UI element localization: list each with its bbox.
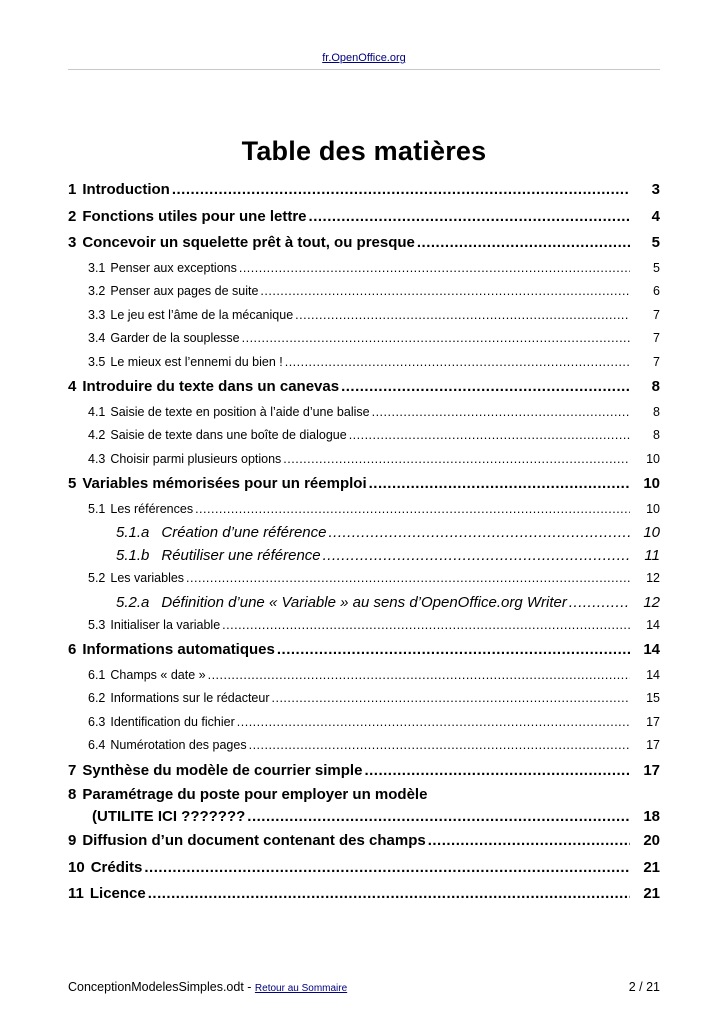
toc-entry-text: Variables mémorisées pour un réemploi [82, 475, 367, 492]
toc-entry-page: 7 [653, 354, 660, 369]
toc-entry[interactable] [68, 351, 660, 375]
toc-dot-leader [144, 855, 630, 882]
toc-entry-number: 3.1 [88, 260, 106, 275]
toc-dot-leader [195, 498, 630, 522]
toc-entry-text: Définition d’une « Variable » au sens d’OpenOffice.org Writer [161, 593, 567, 611]
toc-entry-number: 3.4 [88, 331, 106, 345]
toc-entry-text: Fonctions utiles pour une lettre [82, 207, 307, 225]
toc-entry-number: 8 [68, 786, 77, 803]
toc-entry[interactable] [68, 784, 660, 828]
toc-entry-text: Synthèse du modèle de courrier simple [82, 761, 363, 779]
toc-entry[interactable] [68, 567, 660, 591]
toc-dot-leader [295, 304, 630, 328]
toc-entry[interactable] [68, 637, 660, 664]
toc-entry-page: 8 [651, 378, 660, 395]
toc-entry-number: 5.2 [88, 571, 106, 585]
toc-entry-page: 7 [653, 331, 660, 345]
page-header [68, 52, 660, 70]
toc-entry[interactable] [68, 448, 660, 472]
toc-entry-number: 5.3 [88, 617, 106, 632]
toc-entry-text: Penser aux exceptions [110, 260, 237, 275]
toc-dot-leader [260, 280, 630, 304]
toc-entry-number: 3 [68, 234, 77, 251]
toc-entry-page: 17 [646, 714, 660, 729]
toc-entry-text: Garder de la souplesse [110, 331, 240, 345]
toc-entry-text: Initialiser la variable [110, 617, 221, 632]
toc-entry[interactable] [68, 424, 660, 448]
toc-entry-number: 9 [68, 832, 77, 849]
toc-entry-page: 14 [643, 641, 660, 658]
footer-page-number: 2 / 21 [628, 980, 660, 994]
toc-entry-text: Diffusion d’un document contenant des champs [82, 832, 426, 849]
toc-entry-text: Le mieux est l’ennemi du bien ! [110, 354, 283, 369]
toc-dot-leader [222, 614, 630, 638]
toc-entry[interactable] [68, 828, 660, 855]
toc-entry-number: 10 [68, 858, 85, 876]
toc-entry-page: 12 [643, 593, 660, 611]
toc-entry-page: 14 [646, 617, 660, 632]
toc-entry-text: Introduction [82, 181, 170, 198]
toc-entry-text: Création d’une référence [161, 524, 327, 541]
toc-entry-text: Introduire du texte dans un canevas [82, 378, 340, 395]
toc-entry-number: 6.1 [88, 667, 106, 682]
toc-entry-text: Informations automatiques [82, 641, 275, 658]
toc-entry-page: 7 [653, 307, 660, 322]
toc-dot-leader [372, 401, 630, 425]
toc-entry[interactable] [68, 664, 660, 688]
toc-entry-number: 5.1.b [116, 547, 150, 564]
toc-dot-leader [249, 734, 630, 758]
toc-entry[interactable] [68, 257, 660, 281]
toc-entry-page: 10 [643, 475, 660, 492]
toc-entry-page: 18 [643, 808, 660, 825]
toc-entry-page: 21 [643, 885, 660, 902]
toc-entry-number: 6 [68, 641, 77, 658]
toc-entry[interactable] [68, 855, 660, 882]
toc-entry-number: 5 [68, 475, 77, 492]
toc-entry-page: 10 [646, 451, 660, 466]
toc-dot-leader [148, 881, 630, 908]
toc-entry-number: 1 [68, 181, 77, 198]
toc-entry-page: 4 [651, 207, 660, 225]
toc-entry-page: 10 [643, 524, 660, 541]
toc-entry[interactable] [68, 687, 660, 711]
toc-entry[interactable] [68, 304, 660, 328]
toc-entry-page: 10 [646, 501, 660, 516]
toc-entry-text: Concevoir un squelette prêt à tout, ou presque [82, 234, 415, 251]
toc-dot-leader [323, 544, 630, 567]
toc-entry[interactable] [68, 711, 660, 735]
toc-dot-leader [239, 257, 630, 281]
toc-entry-page: 17 [643, 761, 660, 779]
toc-entry-number: 6.2 [88, 691, 106, 705]
toc-entry-number: 3.3 [88, 307, 106, 322]
toc-entry[interactable] [68, 401, 660, 425]
toc-dot-leader [242, 327, 630, 351]
toc-entry-text: Choisir parmi plusieurs options [110, 451, 282, 466]
toc-entry-number: 11 [68, 885, 84, 902]
toc-entry-text: Penser aux pages de suite [110, 284, 259, 298]
toc-entry-text: Les variables [110, 571, 185, 585]
toc-dot-leader [341, 374, 630, 401]
toc-entry-text: Réutiliser une référence [161, 547, 321, 564]
toc-dot-leader [328, 521, 630, 544]
toc-entry-number: 4.2 [88, 428, 106, 442]
toc-entry[interactable] [68, 734, 660, 758]
toc-entry[interactable] [68, 544, 660, 567]
toc-entry-number: 5.1.a [116, 524, 150, 541]
toc-entry[interactable] [68, 177, 660, 204]
toc-entry[interactable] [68, 204, 660, 231]
toc-entry-text: Numérotation des pages [110, 738, 247, 752]
table-of-contents [68, 177, 660, 908]
toc-entry-text: Licence [89, 885, 146, 902]
toc-entry[interactable] [68, 521, 660, 544]
toc-entry-number: 3.5 [88, 354, 106, 369]
toc-entry-page: 14 [646, 667, 660, 682]
toc-entry-text: Identification du fichier [110, 714, 235, 729]
toc-entry[interactable] [68, 498, 660, 522]
toc-entry-page: 17 [646, 738, 660, 752]
toc-entry-page: 3 [651, 181, 660, 198]
footer-left [68, 980, 347, 994]
toc-dot-leader [247, 806, 630, 828]
toc-entry-number: 2 [68, 207, 77, 225]
toc-entry[interactable] [68, 614, 660, 638]
toc-entry-text: Paramétrage du poste pour employer un modèle [82, 786, 428, 803]
toc-entry-number: 5.2.a [116, 593, 150, 611]
header-link[interactable]: fr.OpenOffice.org [322, 52, 406, 64]
toc-entry-number: 4.1 [88, 404, 106, 419]
toc-dot-leader [569, 591, 630, 614]
toc-entry-page: 20 [643, 832, 660, 849]
toc-entry-page: 12 [646, 571, 660, 585]
toc-dot-leader [369, 471, 630, 498]
toc-dot-leader [283, 448, 630, 472]
toc-entry-text: Le jeu est l’âme de la mécanique [110, 307, 294, 322]
toc-entry[interactable] [68, 280, 660, 304]
toc-entry[interactable] [68, 591, 660, 614]
toc-entry-text: Saisie de texte dans une boîte de dialogue [110, 428, 347, 442]
toc-entry[interactable] [68, 327, 660, 351]
toc-entry[interactable] [68, 881, 660, 908]
toc-dot-leader [277, 637, 630, 664]
toc-entry-page: 8 [653, 428, 660, 442]
toc-entry-text-continued: (UTILITE ICI ??????? [92, 808, 246, 825]
toc-entry-text: Crédits [90, 858, 143, 876]
toc-dot-leader [208, 664, 630, 688]
toc-entry-page: 15 [646, 691, 660, 705]
page-footer [68, 980, 660, 994]
toc-dot-leader [428, 828, 630, 855]
toc-entry[interactable] [68, 758, 660, 785]
toc-entry[interactable] [68, 374, 660, 401]
toc-entry-page: 6 [653, 284, 660, 298]
toc-entry-number: 6.3 [88, 714, 106, 729]
toc-entry-text: Les références [110, 501, 194, 516]
toc-entry-number: 4 [68, 378, 77, 395]
toc-entry-text: Champs « date » [110, 667, 206, 682]
toc-entry-number: 7 [68, 761, 77, 779]
footer-filename: ConceptionModelesSimples.odt - [68, 980, 255, 994]
toc-entry-page: 21 [643, 858, 660, 876]
toc-dot-leader [309, 204, 630, 231]
back-to-summary-link[interactable]: Retour au Sommaire [254, 983, 348, 994]
toc-dot-leader [186, 567, 630, 591]
toc-entry-page: 11 [644, 547, 660, 564]
toc-dot-leader [349, 424, 630, 448]
toc-entry-number: 4.3 [88, 451, 106, 466]
toc-entry-text: Saisie de texte en position à l’aide d’une balise [110, 404, 370, 419]
toc-entry-number: 6.4 [88, 738, 106, 752]
toc-dot-leader [285, 351, 630, 375]
toc-entry-page: 5 [651, 234, 660, 251]
toc-entry[interactable] [68, 230, 660, 257]
toc-entry-page: 5 [653, 260, 660, 275]
toc-title: Table des matières [241, 136, 487, 166]
toc-entry-number: 5.1 [88, 501, 106, 516]
toc-dot-leader [364, 758, 630, 785]
toc-dot-leader [172, 177, 630, 204]
toc-dot-leader [272, 687, 631, 711]
toc-entry-page: 8 [653, 404, 660, 419]
toc-entry-number: 3.2 [88, 284, 106, 298]
toc-dot-leader [417, 230, 630, 257]
toc-entry[interactable] [68, 471, 660, 498]
toc-dot-leader [237, 711, 630, 735]
toc-entry-text: Informations sur le rédacteur [110, 691, 270, 705]
